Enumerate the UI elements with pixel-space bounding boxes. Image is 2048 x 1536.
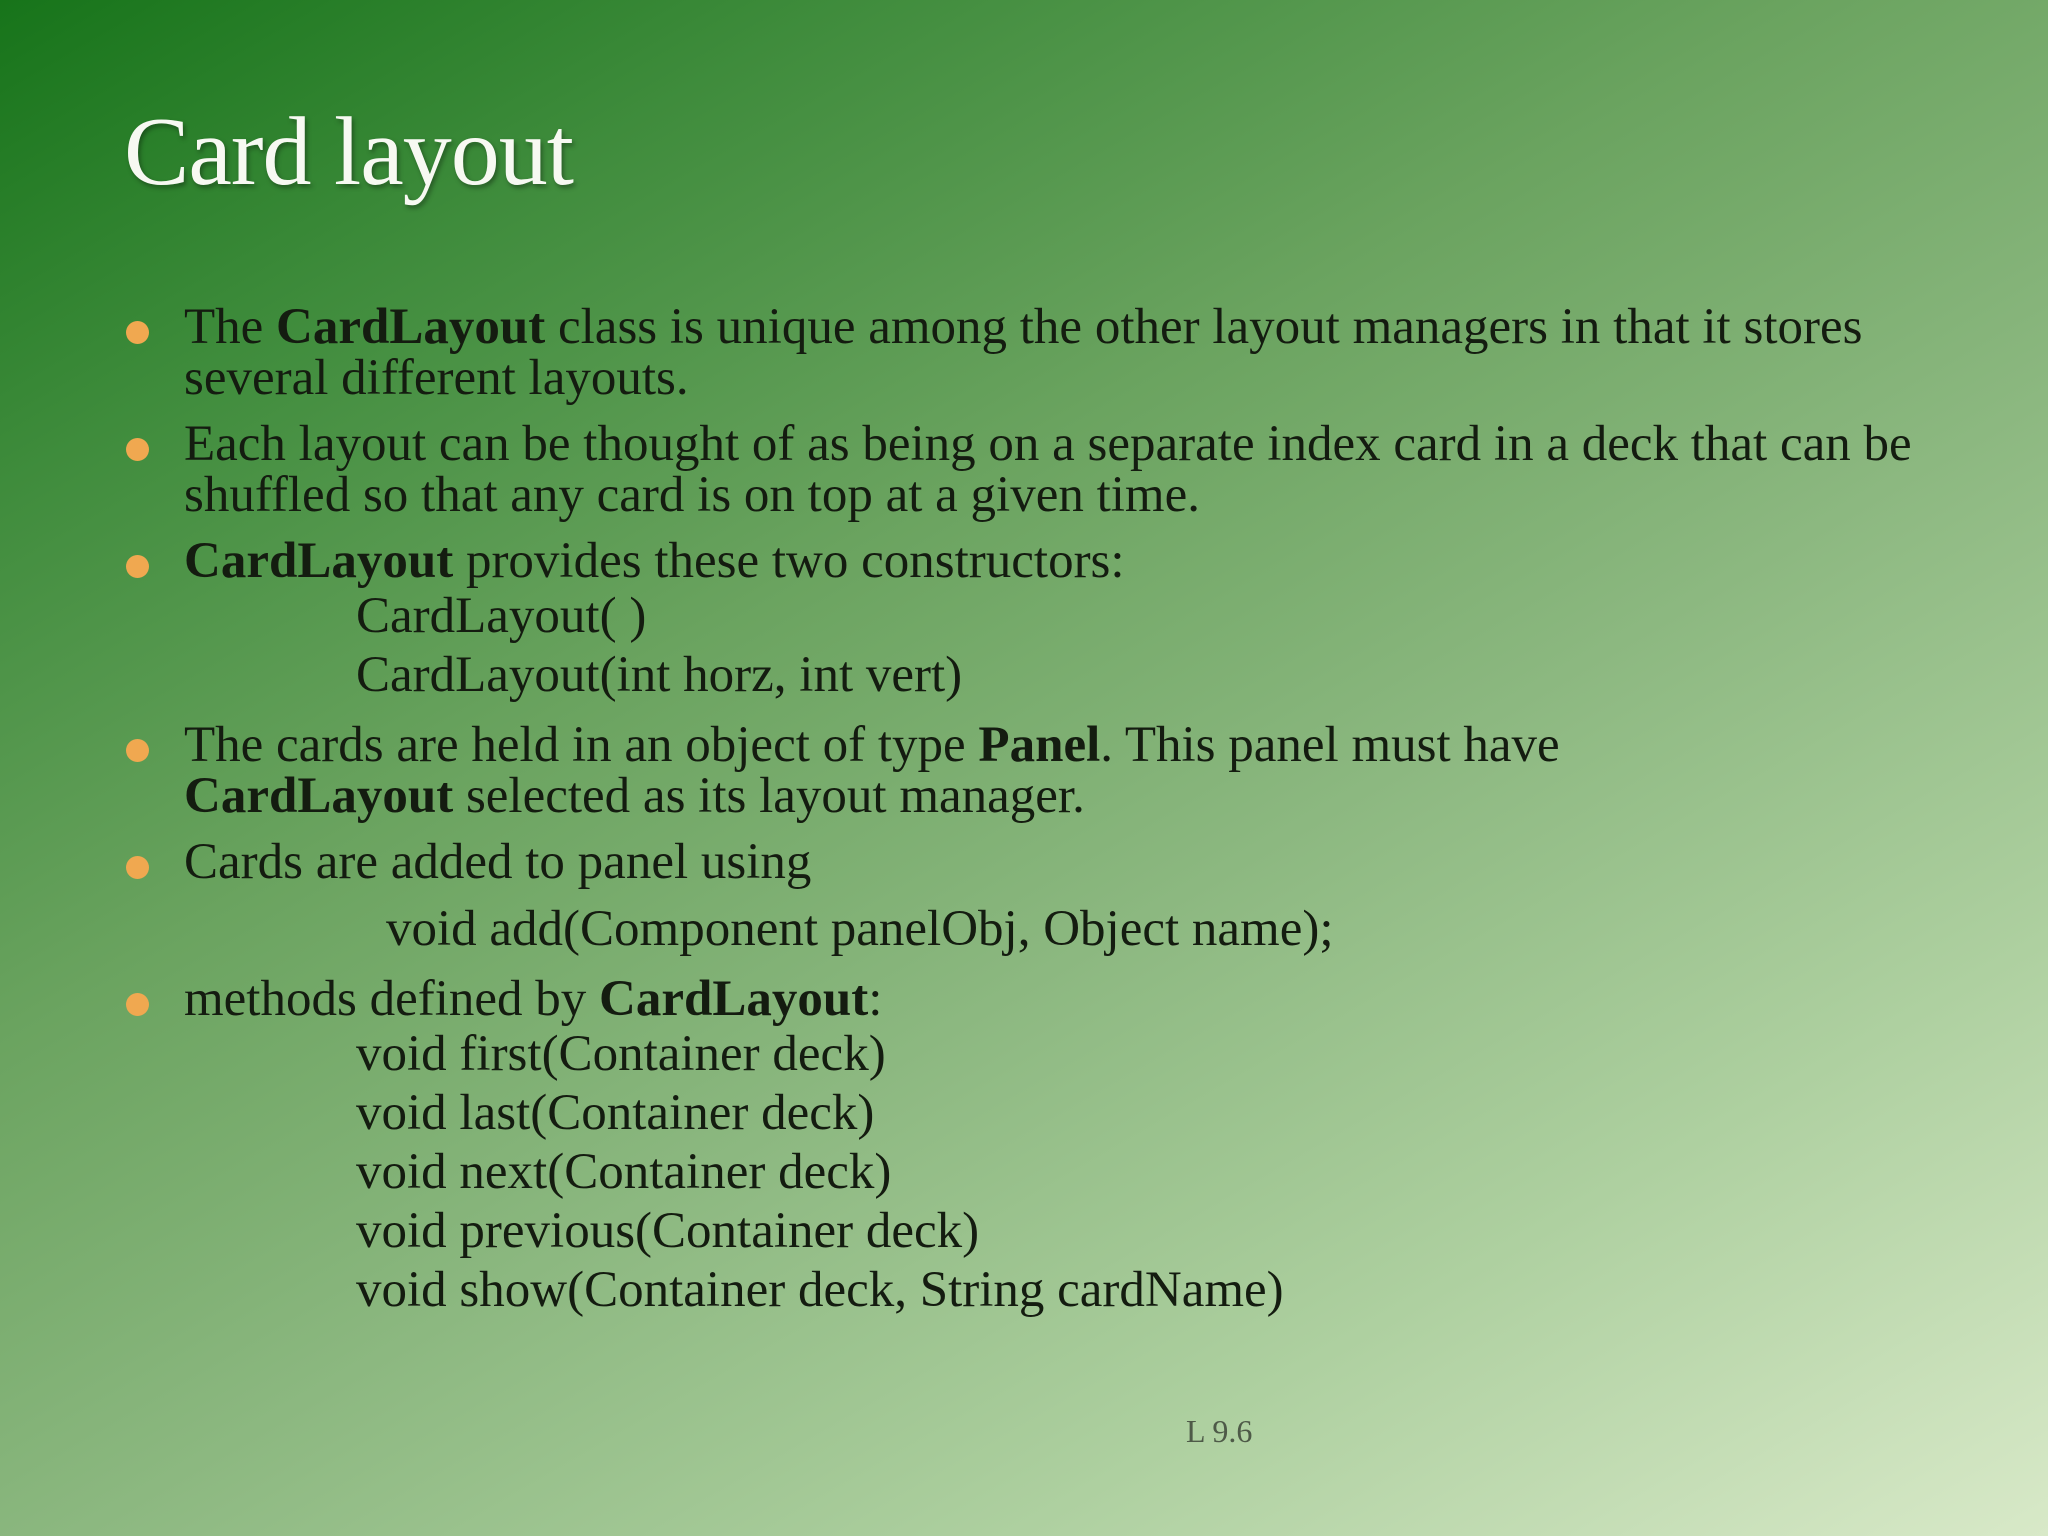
bullet-bold-term: CardLayout (276, 299, 546, 355)
code-line: CardLayout(int horz, int vert) (356, 647, 963, 703)
bullet-item (124, 834, 2014, 959)
bullet-text: : (868, 971, 883, 1027)
code-line: void next(Container deck) (356, 1144, 892, 1200)
bullet-item (124, 971, 2014, 1320)
code-line: CardLayout( ) (356, 588, 647, 644)
bullet-text: selected as its layout manager. (453, 768, 1085, 824)
bullet-dot-icon (126, 739, 149, 762)
code-line: void previous(Container deck) (356, 1203, 980, 1259)
bullet-dot-icon (126, 321, 149, 344)
bullet-item (124, 299, 2014, 406)
bullet-dot-icon (126, 856, 149, 879)
bullet-text: class is unique among the other layout managers in that it stores several different layouts. (184, 299, 1863, 406)
bullet-item (124, 416, 2014, 523)
code-line: void first(Container deck) (356, 1026, 886, 1082)
code-line: void show(Container deck, String cardName) (356, 1262, 1284, 1318)
slide-number: L 9.6 (1186, 1413, 1253, 1449)
bullet-text: The cards are held in an object of type (184, 717, 979, 773)
bullet-text: . This panel must have (1100, 717, 1560, 773)
bullet-text: methods defined by (184, 971, 599, 1027)
bullet-text: The (184, 299, 277, 355)
bullet-bold-term: CardLayout (184, 533, 454, 589)
code-line: void last(Container deck) (356, 1085, 875, 1141)
bullet-dot-icon (126, 438, 149, 461)
code-line: void add(Component panelObj, Object name); (386, 901, 1334, 957)
bullet-list (124, 299, 2014, 1320)
bullet-item (124, 533, 2014, 705)
slide-title: Card layout (124, 98, 573, 206)
bullet-item (124, 717, 2014, 824)
bullet-text: provides these two constructors: (453, 533, 1125, 589)
bullet-bold-term: Panel (978, 717, 1101, 773)
bullet-dot-icon (126, 993, 149, 1016)
bullet-text: Each layout can be thought of as being on a separate index card in a deck that can be shuffled so that any card is on top at a given time. (184, 416, 1912, 523)
bullet-text: Cards are added to panel using (184, 834, 812, 890)
bullet-bold-term: CardLayout (599, 971, 869, 1027)
bullet-bold-term: CardLayout (184, 768, 454, 824)
bullet-dot-icon (126, 555, 149, 578)
